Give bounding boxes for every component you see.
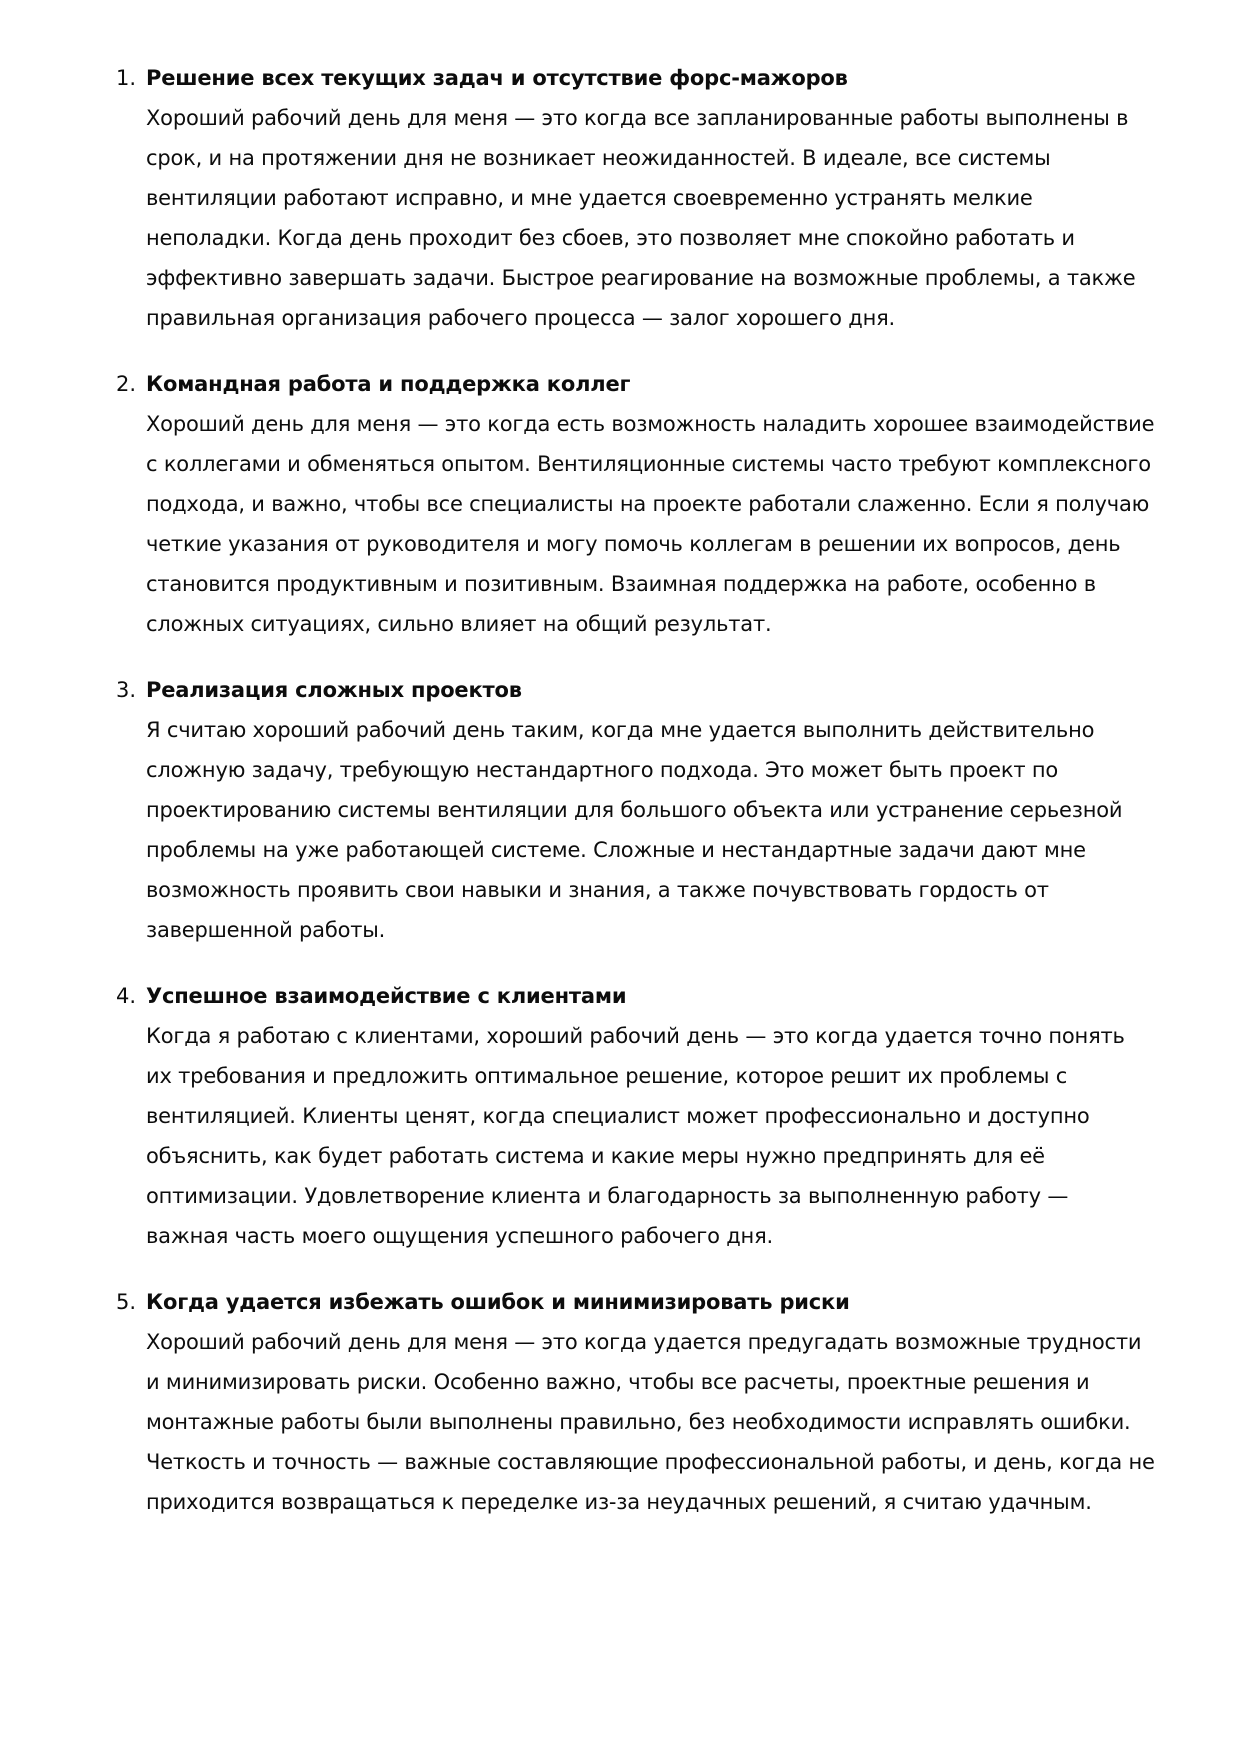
item-number: 1.	[116, 66, 137, 90]
item-title: Успешное взаимодействие с клиентами	[146, 984, 627, 1008]
item-body: Хороший день для меня — это когда есть возможность наладить хорошее взаимодействие с коллегами и обменяться опытом. Вентиляционные системы часто требуют комплексного подхода, и важно, чтобы все специалисты на проекте работали слаженно. Если я получаю четкие указания от руководителя и могу помочь коллегам в решении их вопросов, день становится продуктивным и позитивным. Взаимная поддержка на работе, особенно в сложных ситуациях, сильно влияет на общий результат.	[146, 412, 1155, 636]
list-item	[116, 1282, 1156, 1522]
item-title: Когда удается избежать ошибок и минимизировать риски	[146, 1290, 850, 1314]
item-body: Когда я работаю с клиентами, хороший рабочий день — это когда удается точно понять их требования и предложить оптимальное решение, которое решит их проблемы с вентиляцией. Клиенты ценят, когда специалист может профессионально и доступно объяснить, как будет работать система и какие меры нужно предпринять для её оптимизации. Удовлетворение клиента и благодарность за выполненную работу — важная часть моего ощущения успешного рабочего дня.	[146, 1024, 1125, 1248]
item-number: 5.	[116, 1290, 137, 1314]
list-item	[116, 364, 1156, 644]
item-number: 4.	[116, 984, 137, 1008]
item-number: 3.	[116, 678, 137, 702]
list-item	[116, 58, 1156, 338]
list-item	[116, 670, 1156, 950]
item-title: Реализация сложных проектов	[146, 678, 522, 702]
item-body: Хороший рабочий день для меня — это когда удается предугадать возможные трудности и минимизировать риски. Особенно важно, чтобы все расчеты, проектные решения и монтажные работы были выполнены правильно, без необходимости исправлять ошибки. Четкость и точность — важные составляющие профессиональной работы, и день, когда не приходится возвращаться к переделке из-за неудачных решений, я считаю удачным.	[146, 1330, 1155, 1514]
item-body: Хороший рабочий день для меня — это когда все запланированные работы выполнены в срок, и на протяжении дня не возникает неожиданностей. В идеале, все системы вентиляции работают исправно, и мне удается своевременно устранять мелкие неполадки. Когда день проходит без сбоев, это позволяет мне спокойно работать и эффективно завершать задачи. Быстрое реагирование на возможные проблемы, а также правильная организация рабочего процесса — залог хорошего дня.	[146, 106, 1136, 330]
list-item	[116, 976, 1156, 1256]
item-body: Я считаю хороший рабочий день таким, когда мне удается выполнить действительно сложную задачу, требующую нестандартного подхода. Это может быть проект по проектированию системы вентиляции для большого объекта или устранение серьезной проблемы на уже работающей системе. Сложные и нестандартные задачи дают мне возможность проявить свои навыки и знания, а также почувствовать гордость от завершенной работы.	[146, 718, 1123, 942]
item-title: Командная работа и поддержка коллег	[146, 372, 631, 396]
item-number: 2.	[116, 372, 137, 396]
numbered-list	[116, 58, 1156, 1522]
item-title: Решение всех текущих задач и отсутствие форс-мажоров	[146, 66, 848, 90]
document	[116, 58, 1156, 1548]
